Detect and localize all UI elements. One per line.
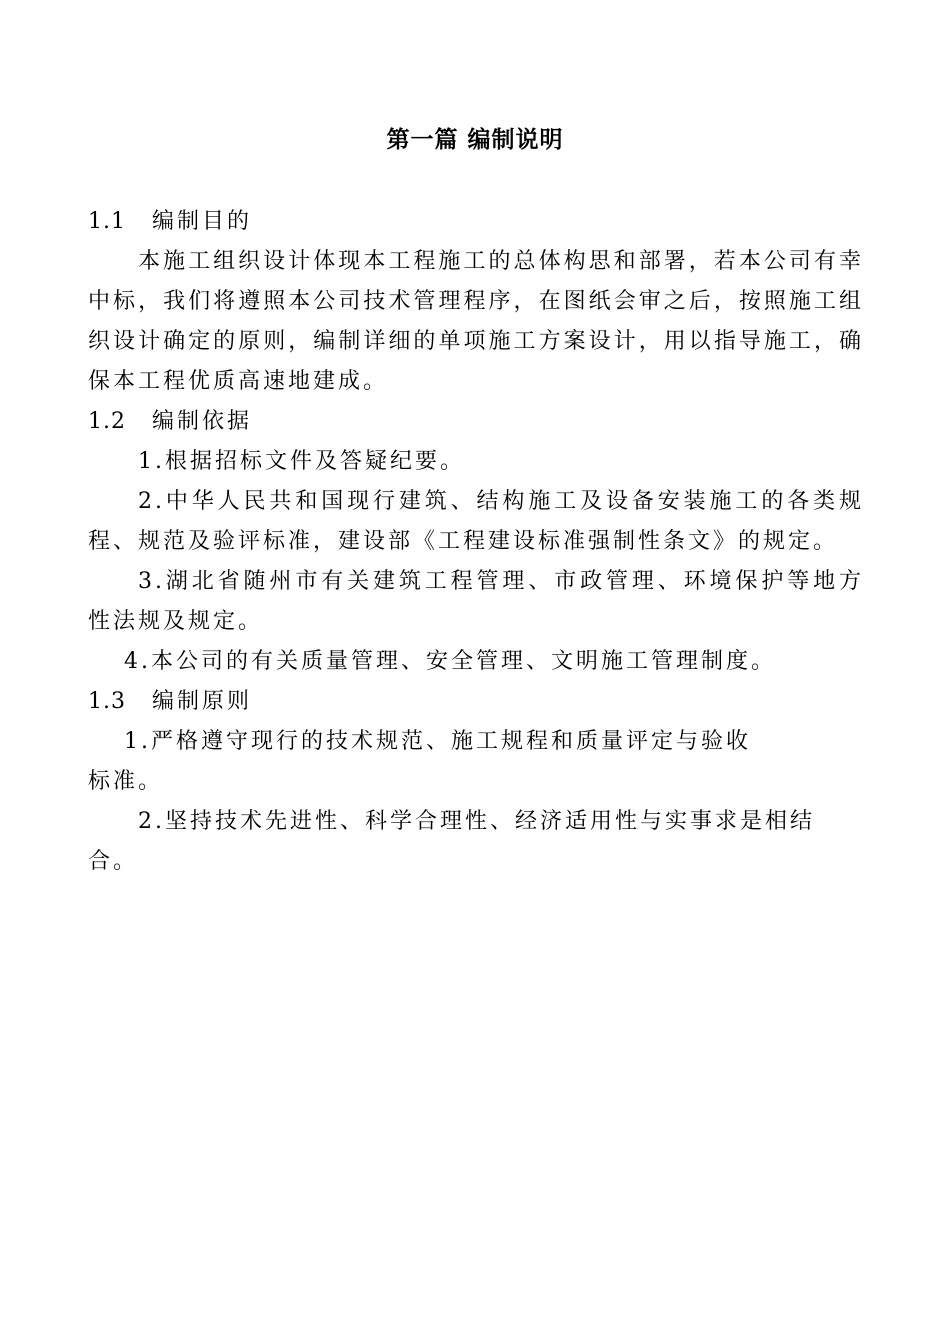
section-number: 1.2 (88, 409, 126, 434)
list-item: 2.中华人民共和国现行建筑、结构施工及设备安装施工的各类规程、规范及验评标准，建设部《工程建设标准强制性条文》的规定。 (88, 489, 864, 554)
page-title: 第一篇 编制说明 (386, 126, 564, 153)
section-title: 编制原则 (152, 689, 253, 714)
section-title: 编制目的 (152, 209, 253, 234)
list-item-continuation: 标准。 (88, 769, 164, 794)
document-body (88, 202, 864, 882)
section-heading-1-3 (88, 682, 864, 722)
list-item: 1.根据招标文件及答疑纪要。 (138, 449, 465, 474)
section-heading-1-2 (88, 402, 864, 442)
list-item: 2.坚持技术先进性、科学合理性、经济适用性与实事求是相结合。 (88, 809, 815, 874)
list-item: 3.湖北省随州市有关建筑工程管理、市政管理、环境保护等地方性法规及规定。 (88, 569, 864, 634)
paragraph: 本施工组织设计体现本工程施工的总体构思和部署，若本公司有幸中标，我们将遵照本公司技术管理程序，在图纸会审之后，按照施工组织设计确定的原则，编制详细的单项施工方案设计，用以指导施工，确保本工程优质高速地建成。 (88, 249, 864, 394)
section-number: 1.1 (88, 209, 126, 234)
section-number: 1.3 (88, 689, 126, 714)
list-item: 1.严格遵守现行的技术规范、施工规程和质量评定与验收 (124, 729, 751, 754)
section-heading-1-1 (88, 202, 864, 242)
section-title: 编制依据 (152, 409, 253, 434)
list-item: 4.本公司的有关质量管理、安全管理、文明施工管理制度。 (124, 649, 776, 674)
